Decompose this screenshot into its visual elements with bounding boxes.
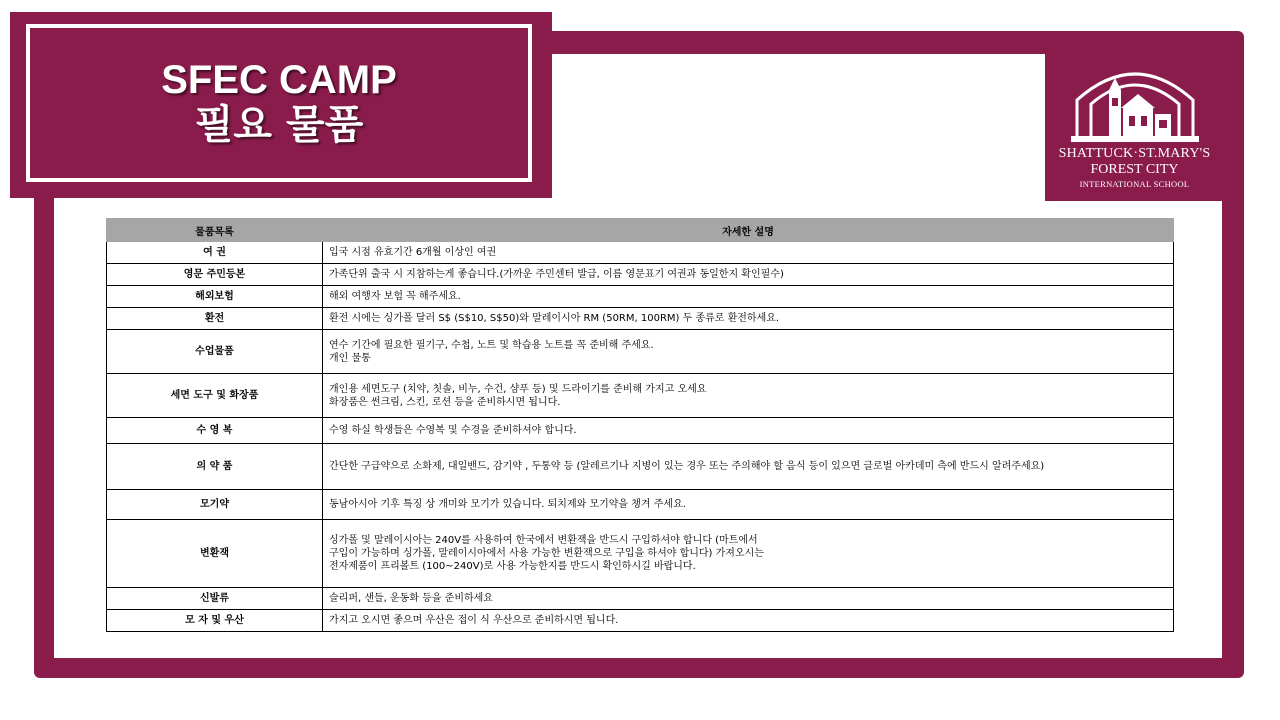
item-name-cell: 여 권 (107, 242, 323, 264)
item-description-cell (323, 374, 1174, 418)
table-row (107, 242, 1174, 264)
logo-text-line1: SHATTUCK·ST.MARY'S (1058, 146, 1211, 161)
item-description-cell (323, 330, 1174, 374)
table-row (107, 418, 1174, 444)
title-frame (26, 24, 532, 182)
item-description-cell (323, 520, 1174, 588)
column-header-item: 물품목록 (107, 219, 323, 242)
item-description-cell (323, 418, 1174, 444)
table-row (107, 330, 1174, 374)
item-name-cell: 해외보험 (107, 286, 323, 308)
description-line: 입국 시점 유효기간 6개월 이상인 여권 (329, 247, 497, 258)
description-line: 간단한 구급약으로 소화제, 대일밴드, 감기약 , 두통약 등 (알레르기나 지병이 있는 경우 또는 주의해야 할 음식 등이 있으면 글로벌 아카데미 측에 반드시 알려주세요) (329, 461, 1045, 472)
description-line: 슬리퍼, 샌들, 운동화 등을 준비하세요 (329, 593, 493, 604)
table-row (107, 374, 1174, 418)
column-header-description: 자세한 설명 (323, 219, 1174, 242)
school-logo (1045, 52, 1224, 201)
item-description-cell (323, 308, 1174, 330)
item-description-cell (323, 242, 1174, 264)
item-name-cell: 모기약 (107, 490, 323, 520)
table-row (107, 520, 1174, 588)
page-title: SFEC CAMP (161, 58, 397, 102)
item-name-cell: 영문 주민등본 (107, 264, 323, 286)
description-line: 동남아시아 기후 특징 상 개미와 모기가 있습니다. 퇴치제와 모기약을 챙겨 주세요. (329, 499, 686, 510)
item-name-cell: 변환잭 (107, 520, 323, 588)
description-line: 가지고 오시면 좋으며 우산은 접이 식 우산으로 준비하시면 됩니다. (329, 615, 619, 626)
description-line: 환전 시에는 싱가폴 달러 S$ (S$10, S$50)와 말레이시아 RM (50RM, 100RM) 두 종류로 환전하세요. (329, 313, 780, 324)
item-description-cell (323, 264, 1174, 286)
item-name-cell: 모 자 및 우산 (107, 610, 323, 632)
description-line: 전자제품이 프리볼트 (100~240V)로 사용 가능한지를 반드시 확인하시길 바랍니다. (329, 561, 696, 572)
description-line: 구입이 가능하며 싱가폴, 말레이시아에서 사용 가능한 변환잭으로 구입을 하셔야 합니다) 가져오시는 (329, 548, 764, 559)
description-line: 화장품은 썬크림, 스킨, 로션 등을 준비하시면 됩니다. (329, 396, 561, 408)
logo-text-line2: FOREST CITY (1090, 162, 1179, 177)
description-line: 싱가폴 및 말레이시아는 240V를 사용하여 한국에서 변환잭을 반드시 구입하셔야 합니다 (마트에서 (329, 535, 758, 546)
school-building-logo-icon (1065, 56, 1205, 144)
description-line: 가족단위 출국 시 지참하는게 좋습니다.(가까운 주민센터 발급, 이름 영문표기 여권과 동일한지 확인필수) (329, 269, 784, 280)
description-line: 해외 여행자 보험 꼭 해주세요. (329, 291, 461, 302)
page-subtitle: 필요 물품 (194, 102, 364, 148)
table-row (107, 308, 1174, 330)
item-name-cell: 수 영 복 (107, 418, 323, 444)
item-description-cell (323, 444, 1174, 490)
item-name-cell: 수업물품 (107, 330, 323, 374)
table-row (107, 264, 1174, 286)
table-row (107, 444, 1174, 490)
item-description-cell (323, 490, 1174, 520)
table-header-row (107, 219, 1174, 242)
description-line: 개인 물통 (329, 352, 371, 364)
item-name-cell: 신발류 (107, 588, 323, 610)
item-description-cell (323, 588, 1174, 610)
item-description-cell (323, 286, 1174, 308)
table-row (107, 490, 1174, 520)
description-line: 수영 하실 학생들은 수영복 및 수경을 준비하셔야 합니다. (329, 425, 577, 436)
title-banner (10, 12, 552, 198)
supplies-table (106, 218, 1174, 632)
table-row (107, 286, 1174, 308)
item-description-cell (323, 610, 1174, 632)
item-name-cell: 의 약 품 (107, 444, 323, 490)
description-line: 개인용 세면도구 (치약, 칫솔, 비누, 수건, 샴푸 등) 및 드라이기를 준비해 가지고 오세요 (329, 383, 707, 395)
logo-text-line3: INTERNATIONAL SCHOOL (1079, 179, 1190, 189)
table-row (107, 610, 1174, 632)
item-name-cell: 세면 도구 및 화장품 (107, 374, 323, 418)
description-line: 연수 기간에 필요한 필기구, 수첩, 노트 및 학습용 노트를 꼭 준비해 주세요. (329, 339, 654, 351)
table-row (107, 588, 1174, 610)
table-body (107, 242, 1174, 632)
item-name-cell: 환전 (107, 308, 323, 330)
